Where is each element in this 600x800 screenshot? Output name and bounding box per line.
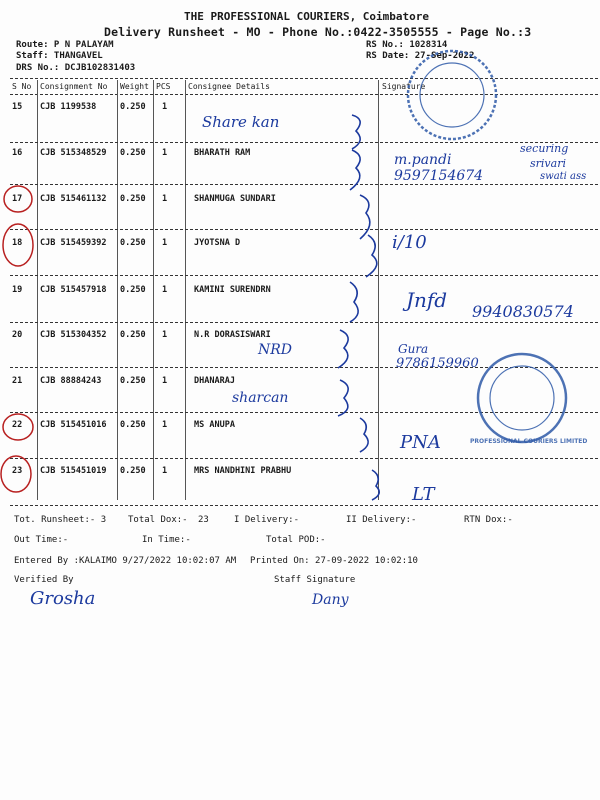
staff-signature: Dany <box>312 592 349 608</box>
out-time: Out Time:- <box>14 535 69 545</box>
row-consignment: CJB 515459392 <box>40 238 107 248</box>
route-label: Route: P N PALAYAM <box>16 40 114 50</box>
row-sno: 19 <box>12 285 23 295</box>
row-consignment: CJB 88884243 <box>40 376 102 386</box>
row-sno: 20 <box>12 330 23 340</box>
col-consignment: Consignment No <box>40 82 108 91</box>
total-dox-value: 23 <box>198 515 209 525</box>
rtn-dox: RTN Dox:- <box>464 515 513 525</box>
in-time: In Time:- <box>142 535 191 545</box>
handwritten-sig-22: PNA <box>400 432 441 453</box>
row-sno: 18 <box>12 238 23 248</box>
handwritten-note-16b: srivari <box>530 157 566 170</box>
handwritten-phone-20: 9786159960 <box>396 356 479 371</box>
row-sno: 21 <box>12 376 23 386</box>
stamp-bottom <box>478 354 566 442</box>
total-pod: Total POD:- <box>266 535 326 545</box>
handwritten-note-16c: swati ass <box>540 171 587 182</box>
runsheet-subtitle: Delivery Runsheet - MO - Phone No.:0422-3505555 - Page No.:3 <box>104 25 532 39</box>
total-dox-label: Total Dox:- <box>128 515 188 525</box>
row-consignment: CJB 515457918 <box>40 285 107 295</box>
printed-on: Printed On: 27-09-2022 10:02:10 <box>250 556 418 566</box>
row-pcs: 1 <box>162 330 168 340</box>
row-sno: 15 <box>12 102 23 112</box>
tot-runsheet: Tot. Runsheet:- 3 <box>14 515 107 525</box>
red-circle-23 <box>1 456 31 492</box>
row-consignee: BHARATH RAM <box>194 148 251 158</box>
row-consignee: JYOTSNA D <box>194 238 241 248</box>
drs-number: DRS No.: DCJB102831403 <box>16 63 136 73</box>
ii-delivery: II Delivery:- <box>346 515 417 525</box>
col-weight: Weight <box>120 82 149 91</box>
handwritten-sig-23: LT <box>412 484 435 505</box>
stamp-top <box>408 51 496 139</box>
company-title: THE PROFESSIONAL COURIERS, Coimbatore <box>184 10 430 23</box>
row-sno: 23 <box>12 466 23 476</box>
staff-label: Staff: THANGAVEL <box>16 51 103 61</box>
row-weight: 0.250 <box>120 194 146 204</box>
row-consignee: KAMINI SURENDRN <box>194 285 271 295</box>
row-consignment: CJB 515304352 <box>40 330 107 340</box>
row-weight: 0.250 <box>120 420 146 430</box>
verified-signature: Grosha <box>30 588 96 609</box>
rs-date: RS Date: 27-Sep-2022 <box>366 51 475 61</box>
handwritten-note-16a: securing <box>520 142 569 155</box>
row-pcs: 1 <box>162 238 168 248</box>
row-pcs: 1 <box>162 420 168 430</box>
col-pcs: PCS <box>156 82 171 91</box>
red-circle-18 <box>3 224 33 266</box>
row-consignee: SHANMUGA SUNDARI <box>194 194 276 204</box>
i-delivery: I Delivery:- <box>234 515 300 525</box>
row-sno: 17 <box>12 194 23 204</box>
row-consignment: CJB 1199538 <box>40 102 97 112</box>
rs-number: RS No.: 1028314 <box>366 40 448 50</box>
row-weight: 0.250 <box>120 330 146 340</box>
row-pcs: 1 <box>162 148 168 158</box>
handwritten-sig-16: m.pandi <box>394 152 452 168</box>
handwritten-sig-20: Gura <box>398 342 429 356</box>
row-pcs: 1 <box>162 376 168 386</box>
col-sno: S No <box>12 82 32 91</box>
row-weight: 0.250 <box>120 102 146 112</box>
row-consignee: MRS NANDHINI PRABHU <box>194 466 292 476</box>
row-consignment: CJB 515348529 <box>40 148 107 158</box>
row-weight: 0.250 <box>120 376 146 386</box>
row-pcs: 1 <box>162 102 168 112</box>
stamp-text: PROFESSIONAL COURIERS LIMITED <box>470 438 588 445</box>
verified-by-label: Verified By <box>14 575 74 585</box>
red-circle-22 <box>3 414 33 440</box>
row-weight: 0.250 <box>120 238 146 248</box>
handwritten-name-15: Share kan <box>202 113 280 131</box>
row-consignee: N.R DORASISWARI <box>194 330 271 340</box>
row-sno: 22 <box>12 420 23 430</box>
row-consignment: CJB 515451016 <box>40 420 107 430</box>
handwritten-name-20: NRD <box>258 342 293 358</box>
row-pcs: 1 <box>162 466 168 476</box>
handwritten-phone-19: 9940830574 <box>472 302 574 321</box>
row-sno: 16 <box>12 148 23 158</box>
row-weight: 0.250 <box>120 148 146 158</box>
col-signature: Signature <box>382 82 426 91</box>
col-consignee: Consignee Details <box>188 82 270 91</box>
row-consignee: MS ANUPA <box>194 420 235 430</box>
row-weight: 0.250 <box>120 466 146 476</box>
row-consignment: CJB 515461132 <box>40 194 107 204</box>
handwritten-sig-19: Jnfd <box>406 288 448 312</box>
row-consignment: CJB 515451019 <box>40 466 107 476</box>
entered-by: Entered By :KALAIMO 9/27/2022 10:02:07 AM <box>14 556 237 566</box>
brackets <box>338 115 379 500</box>
handwritten-name-21: sharcan <box>232 390 289 406</box>
row-pcs: 1 <box>162 285 168 295</box>
row-pcs: 1 <box>162 194 168 204</box>
row-weight: 0.250 <box>120 285 146 295</box>
red-circle-17 <box>4 186 32 212</box>
handwritten-sig-18: i/10 <box>392 232 427 253</box>
row-consignee: DHANARAJ <box>194 376 235 386</box>
staff-signature-label: Staff Signature <box>274 575 356 585</box>
handwritten-phone-16: 9597154674 <box>394 168 484 184</box>
